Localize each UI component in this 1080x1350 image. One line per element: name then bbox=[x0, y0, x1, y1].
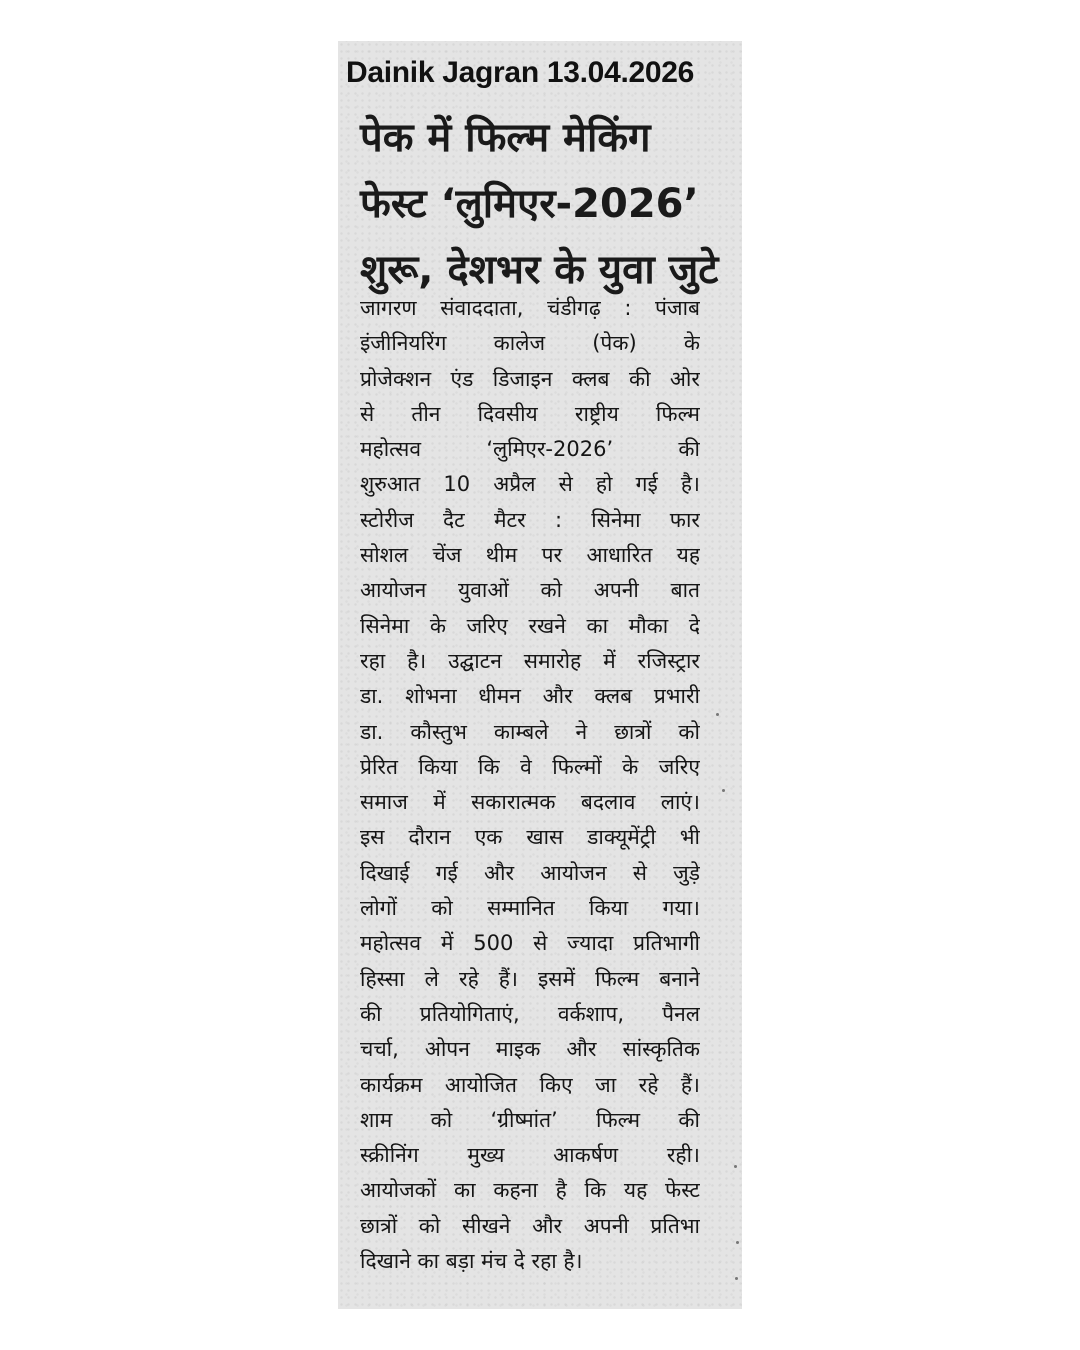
headline-line: शुरू, देशभर के युवा जुटे bbox=[360, 247, 719, 293]
article-line: रहा है। उद्घाटन समारोह में रजिस्ट्रार bbox=[360, 648, 700, 673]
article-line: की प्रतियोगिताएं, वर्कशाप, पैनल bbox=[360, 1001, 700, 1026]
article-line: छात्रों को सीखने और अपनी प्रतिभा bbox=[360, 1213, 700, 1238]
article-line: प्रेरित किया कि वे फिल्मों के जरिए bbox=[360, 754, 700, 779]
article-line: स्क्रीनिंग मुख्य आकर्षण रही। bbox=[360, 1143, 700, 1168]
article-line: डा. शोभना धीमन और क्लब प्रभारी bbox=[360, 684, 700, 709]
article-line: सिनेमा के जरिए रखने का मौका दे bbox=[360, 613, 700, 638]
print-speck bbox=[736, 1241, 739, 1244]
article-line: शुरुआत 10 अप्रैल से हो गई है। bbox=[360, 472, 700, 497]
article-line: दिखाई गई और आयोजन से जुड़े bbox=[360, 860, 700, 885]
article-line: प्रोजेक्शन एंड डिजाइन क्लब की ओर bbox=[360, 366, 700, 391]
article-line: से तीन दिवसीय राष्ट्रीय फिल्म bbox=[360, 401, 700, 426]
article-body bbox=[360, 291, 700, 1279]
article-line: इस दौरान एक खास डाक्यूमेंट्री भी bbox=[360, 825, 700, 850]
print-speck bbox=[716, 713, 719, 716]
article-line: जागरण संवाददाता, चंडीगढ़ : पंजाब bbox=[360, 296, 700, 320]
headline-line: पेक में फिल्म मेकिंग bbox=[360, 115, 651, 161]
article-line: शाम को ‘ग्रीष्मांत’ फिल्म की bbox=[360, 1107, 700, 1132]
article-line: सोशल चेंज थीम पर आधारित यह bbox=[360, 543, 700, 568]
article-line: समाज में सकारात्मक बदलाव लाएं। bbox=[360, 790, 700, 815]
source-date-label: Dainik Jagran 13.04.2026 bbox=[346, 56, 695, 89]
article-line: हिस्सा ले रहे हैं। इसमें फिल्म बनाने bbox=[360, 966, 700, 991]
article-line: महोत्सव में 500 से ज्यादा प्रतिभागी bbox=[360, 931, 700, 956]
article-line: इंजीनियरिंग कालेज (पेक) के bbox=[360, 331, 700, 356]
article-line: लोगों को सम्मानित किया गया। bbox=[360, 896, 700, 921]
article-line: कार्यक्रम आयोजित किए जा रहे हैं। bbox=[360, 1072, 700, 1097]
newspaper-clipping bbox=[338, 41, 742, 1309]
article-line: स्टोरीज दैट मैटर : सिनेमा फार bbox=[360, 507, 700, 532]
print-speck bbox=[722, 789, 725, 792]
article-line: दिखाने का बड़ा मंच दे रहा है। bbox=[360, 1249, 583, 1274]
article-line: डा. कौस्तुभ काम्बले ने छात्रों को bbox=[360, 719, 700, 744]
article-line: आयोजन युवाओं को अपनी बात bbox=[360, 578, 700, 603]
print-speck bbox=[735, 1277, 738, 1280]
article-line: आयोजकों का कहना है कि यह फेस्ट bbox=[360, 1178, 700, 1203]
article-line: चर्चा, ओपन माइक और सांस्कृतिक bbox=[360, 1037, 700, 1062]
article-line: महोत्सव ‘लुमिएर-2026’ की bbox=[360, 437, 700, 462]
headline bbox=[360, 105, 730, 303]
headline-line: फेस्ट ‘लुमिएर-2026’ bbox=[360, 181, 699, 227]
print-speck bbox=[734, 1165, 737, 1168]
